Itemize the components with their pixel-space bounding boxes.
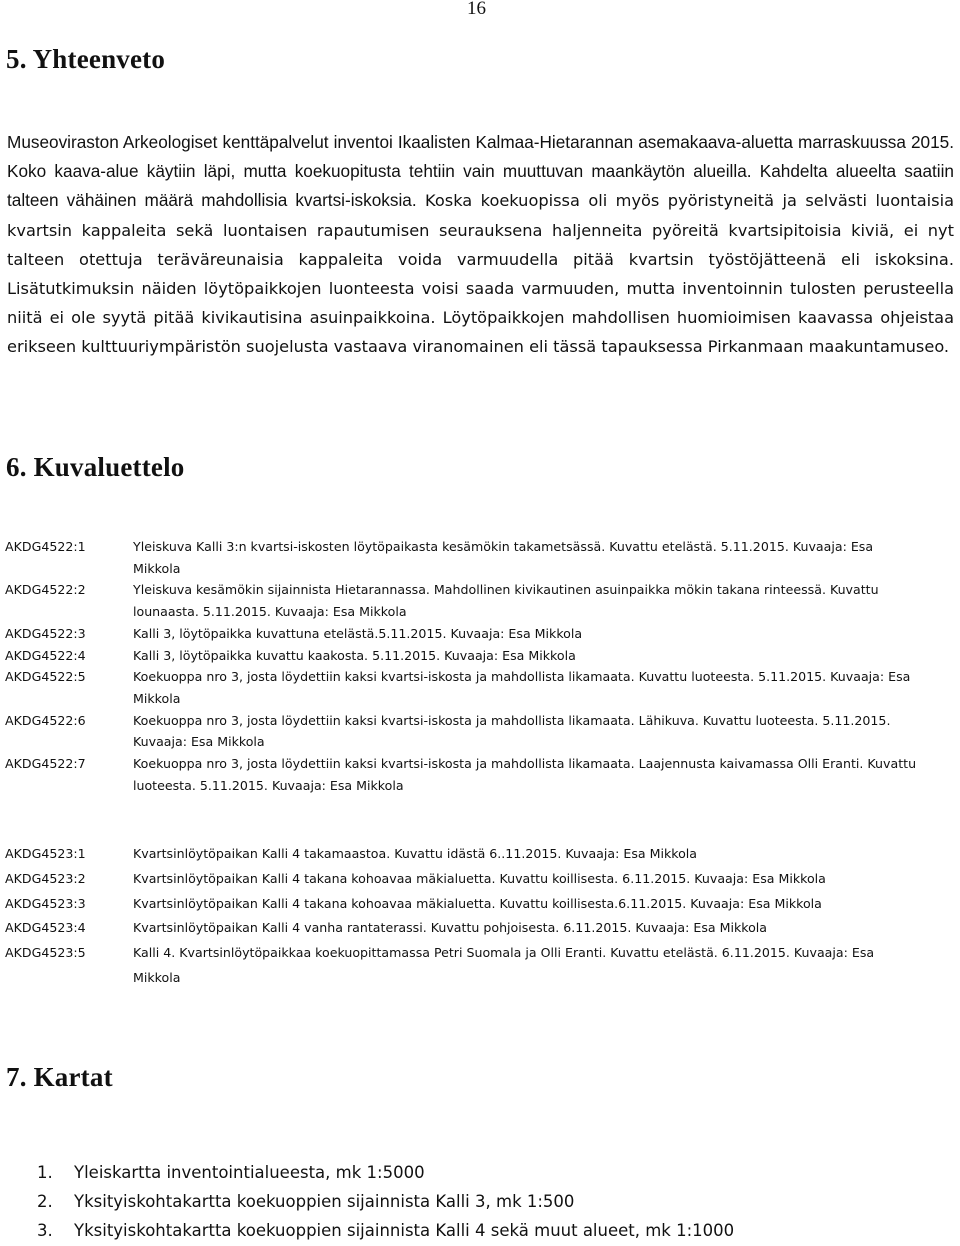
map-list-item: [37, 1158, 734, 1187]
figure-row: [5, 941, 923, 991]
map-label: Yksityiskohtakartta koekuoppien sijainnista Kalli 3, mk 1:500: [74, 1192, 575, 1211]
figure-description: Kvartsinlöytöpaikan Kalli 4 takana kohoavaa mäkialuetta. Kuvattu koillisesta. 6.11.2015. Kuvaaja: Esa Mikkola: [133, 870, 826, 886]
figure-id: AKDG4523:4: [5, 920, 86, 936]
figure-row: [5, 666, 923, 709]
map-list-item: [37, 1216, 734, 1245]
figure-description: Kalli 3, löytöpaikka kuvattuna etelästä.5.11.2015. Kuvaaja: Esa Mikkola: [133, 625, 583, 641]
figure-id: AKDG4523:2: [5, 870, 86, 886]
maps-list: [37, 1158, 734, 1245]
map-label: Yleiskartta inventointialueesta, mk 1:5000: [74, 1163, 425, 1182]
figure-row: [5, 645, 923, 667]
figure-row: [5, 916, 923, 941]
figure-description: Koekuoppa nro 3, josta löydettiin kaksi kvartsi-iskosta ja mahdollista likamaata. Lähikuva. Kuvattu luoteesta. 5.11.2015. Kuvaaja: Esa Mikkola: [133, 712, 891, 750]
figure-row: [5, 867, 923, 892]
section-heading-maps: 7. Kartat: [6, 1062, 113, 1092]
page-number: 16: [467, 0, 486, 19]
figure-description: Kvartsinlöytöpaikan Kalli 4 takamaastoa. Kuvattu idästä 6..11.2015. Kuvaaja: Esa Mikkola: [133, 846, 698, 861]
figure-id: AKDG4522:2: [5, 582, 86, 598]
figure-id: AKDG4523:1: [5, 846, 86, 861]
figure-description: Kalli 4. Kvartsinlöytöpaikkaa koekuopittamassa Petri Suomala ja Olli Eranti. Kuvattu etelästä. 6.11.2015. Kuvaaja: Esa Mikkola: [133, 945, 875, 985]
map-label: Yksityiskohtakartta koekuoppien sijainnista Kalli 4 sekä muut alueet, mk 1:1000: [74, 1221, 735, 1240]
figure-id: AKDG4522:5: [5, 669, 86, 685]
figure-row: [5, 842, 923, 867]
figure-row: [5, 536, 923, 579]
figure-description: Yleiskuva kesämökin sijainnista Hietarannassa. Mahdollinen kivikautinen asuinpaikka mökin takana rinteessä. Kuvattu lounaasta. 5.11.2015. Kuvaaja: Esa Mikkola: [133, 582, 879, 620]
section-heading-figures: 6. Kuvaluettelo: [6, 452, 185, 482]
summary-paragraph: [7, 128, 954, 362]
map-number: 2.: [37, 1192, 53, 1211]
figure-description: Koekuoppa nro 3, josta löydettiin kaksi kvartsi-iskosta ja mahdollista likamaata. Laajennusta kaivamassa Olli Eranti. Kuvattu luoteesta. 5.11.2015. Kuvaaja: Esa Mikkola: [133, 756, 917, 793]
summary-text-part-1: Museoviraston Arkeologiset kenttäpalvelut inventoi Ikaalisten Kalmaa-Hietarannan asemakaava-aluetta marraskuussa 2015. Koko kaava-alue käytiin läpi, mutta koekuopitusta tehtiin vain muuttuvan maankäytön alueilla. Kahdelta alueelta saatiin talteen vähäinen määrä mahdollisia kvartsi-iskoksia.: [7, 132, 954, 211]
figure-id: AKDG4523:5: [5, 945, 86, 961]
figure-id: AKDG4522:6: [5, 712, 86, 728]
summary-text-part-2: Koska koekuopissa oli myös pyöristyneitä ja selvästi luontaisia kvartsin kappaleita sekä luontaisen rapautumisen seurauksena haljenneita pyöreitä kvartsipitoisia kiviä, ei nyt talteen otettuja teräväreunaisia kappaleita voida varmuudella pitää kvartsin työstöjätteenä eli iskoksina. Lisätutkimuksin näiden löytöpaikkojen luonteesta voisi saada varmuuden, mutta inventoinnin tulosten perusteella niitä ei ole syytä pitää kivikautisina asuinpaikkoina. Löytöpaikkojen mahdollisen huomioimisen kaavassa ohjeistaa erikseen kulttuuriympäristön suojelusta vastaava viranomainen eli tässä tapauksessa Pirkanmaan maakuntamuseo.: [7, 191, 954, 357]
figure-list-4523: [5, 842, 923, 991]
figure-row: [5, 623, 923, 645]
figure-description: Kalli 3, löytöpaikka kuvattu kaakosta. 5.11.2015. Kuvaaja: Esa Mikkola: [133, 647, 576, 663]
figure-row: [5, 892, 923, 917]
figure-list-4522: [5, 536, 923, 796]
figure-description: Kvartsinlöytöpaikan Kalli 4 vanha rantaterassi. Kuvattu pohjoisesta. 6.11.2015. Kuvaaja: Esa Mikkola: [133, 920, 768, 936]
map-list-item: [37, 1187, 734, 1216]
figure-id: AKDG4522:4: [5, 647, 86, 663]
figure-row: [5, 579, 923, 622]
figure-row: [5, 710, 923, 753]
figure-description: Kvartsinlöytöpaikan Kalli 4 takana kohoavaa mäkialuetta. Kuvattu koillisesta.6.11.2015. Kuvaaja: Esa Mikkola: [133, 895, 822, 911]
map-number: 1.: [37, 1163, 53, 1182]
figure-description: Koekuoppa nro 3, josta löydettiin kaksi kvartsi-iskosta ja mahdollista likamaata. Kuvattu luoteesta. 5.11.2015. Kuvaaja: Esa Mikkola: [133, 669, 911, 706]
figure-id: AKDG4522:3: [5, 625, 86, 641]
figure-description: Yleiskuva Kalli 3:n kvartsi-iskosten löytöpaikasta kesämökin takametsässä. Kuvattu etelästä. 5.11.2015. Kuvaaja: Esa Mikkola: [133, 539, 874, 576]
figure-id: AKDG4522:1: [5, 539, 86, 554]
figure-row: [5, 753, 923, 796]
figure-id: AKDG4522:7: [5, 756, 86, 772]
figure-id: AKDG4523:3: [5, 895, 86, 911]
map-number: 3.: [37, 1221, 53, 1240]
section-heading-summary: 5. Yhteenveto: [6, 44, 166, 74]
